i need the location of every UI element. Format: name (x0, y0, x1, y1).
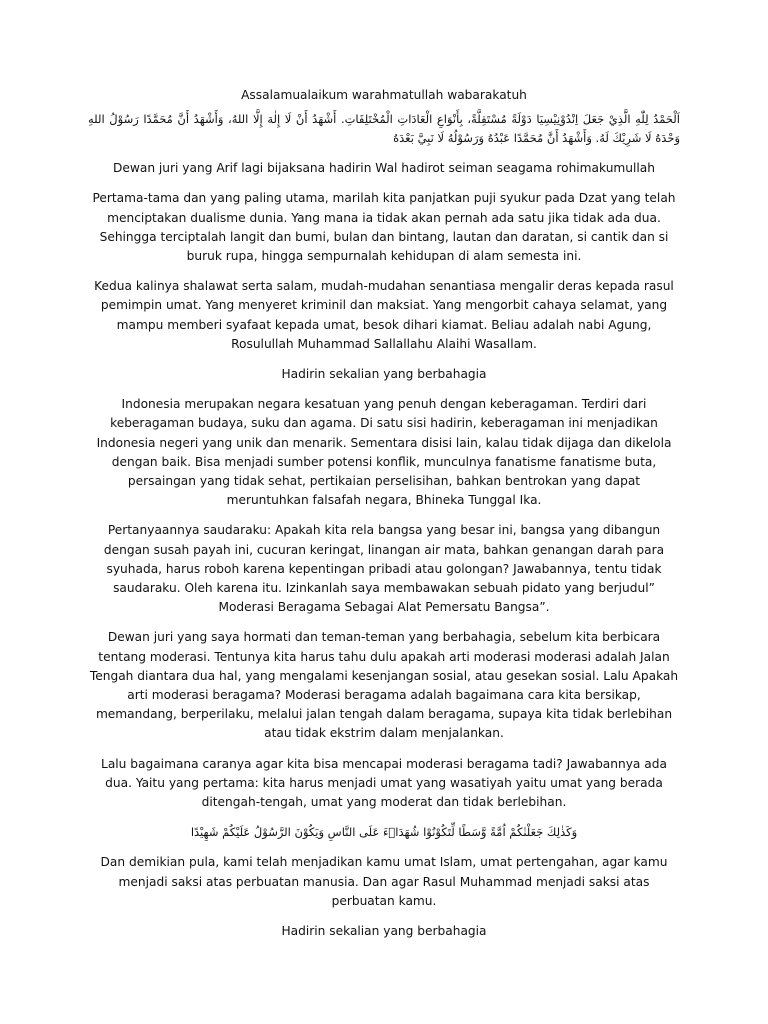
paragraph-verse-translation: Dan demikian pula, kami telah menjadikan kamu umat Islam, umat pertengahan, agar kamu menjadi saksi atas perbuatan manusia. Dan agar Rasul Muhammad menjadi saksi atas perbuatan kamu. (100, 855, 668, 908)
paragraph-shalawat: Kedua kalinya shalawat serta salam, mudah-mudahan senantiasa mengalir deras kepada rasul pemimpin umat. Yang menyeret kriminil dan maksiat. Yang mengorbit cahaya selamat, yang mampu memberi syafaat kepada umat, besok dihari kiamat. Beliau adalah nabi Agung, Rosulullah Muhammad Sallallahu Alaihi Wasallam. (94, 279, 674, 351)
document-page (88, 86, 680, 952)
subheading-audience-second: Hadirin sekalian yang berbahagia (281, 923, 487, 938)
arabic-opening-prayer: اَلْحَمْدُ لِلّٰهِ الَّذِيْ جَعَلَ اِنْدُوْنِيْسِيَا دَوْلَةً مُسْتَقِلَّةً، بِأَنْوَاعِ الْعَادَاتِ الْمُخْتَلِفَاتِ. أَشْهَدُ أَنْ لَا إِلٰهَ إِلَّا اللهُ، وَأَشْهَدُ أَنَّ مُحَمَّدًا رَسُوْلُ اللهِ وَحْدَهُ لَا شَرِيْكَ لَهُ. وَأَشْهَدُ أَنَّ مُحَمَّدًا عَبْدُهُ وَرَسُوْلُهُ لَا نَبِيَّ بَعْدَهُ (88, 112, 680, 146)
paragraph-gratitude: Pertama-tama dan yang paling utama, marilah kita panjatkan puji syukur pada Dzat yang telah menciptakan dualisme dunia. Yang mana ia tidak akan pernah ada satu jika tidak ada dua. Sehingga terciptalah langit dan bumi, bulan dan bintang, lautan dan daratan, si cantik dan si buruk rupa, hingga sempurnalah kehidupan di alam semesta ini. (92, 191, 676, 264)
paragraph-question: Pertanyaannya saudaraku: Apakah kita rela bangsa yang besar ini, bangsa yang dibangun dengan susah payah ini, cucuran keringat, linangan air mata, bahkan genangan darah para syuhada, harus roboh karena kepentingan pribadi atau golongan? Jawabannya, tentu tidak saudaraku. Oleh karena itu. Izinkanlah saya membawakan sebuah pidato yang berjudul” Moderasi Beragama Sebagai Alat Pemersatu Bangsa”. (103, 523, 665, 615)
subheading-audience: Hadirin sekalian yang berbahagia (281, 367, 487, 382)
greeting-paragraph: Dewan juri yang Arif lagi bijaksana hadirin Wal hadirot seiman seagama rohimakumullah (113, 161, 655, 176)
arabic-quran-verse: وَكَذٰلِكَ جَعَلْنٰكُمْ اُمَّةً وَّسَطًا لِّتَكُوْنُوْا شُهَدَاۤءَ عَلَى النَّاسِ وَيَكُوْنَ الرَّسُوْلُ عَلَيْكُمْ شَهِيْدًا (190, 825, 578, 840)
paragraph-moderation-definition: Dewan juri yang saya hormati dan teman-teman yang berbahagia, sebelum kita berbicara tentang moderasi. Tentunya kita harus tahu dulu apakah arti moderasi moderasi adalah Jalan Tengah diantara dua hal, yang mengalami kesenjangan sosial, atau gesekan sosial. Lalu Apakah arti moderasi beragama? Moderasi beragama adalah bagaimana cara kita bersikap, memandang, berperilaku, melalui jalan tengah dalam beragama, supaya kita tidak berlebihan atau tidak ekstrim dalam menjalankan. (89, 630, 679, 741)
salutation-title: Assalamualaikum warahmatullah wabarakatuh (241, 88, 527, 102)
paragraph-how-to-achieve: Lalu bagaimana caranya agar kita bisa mencapai moderasi beragama tadi? Jawabannya ada dua. Yaitu yang pertama: kita harus menjadi umat yang wasatiyah yaitu umat yang berada ditengah-tengah, umat yang moderat dan tidak berlebihan. (101, 756, 667, 810)
paragraph-diversity: Indonesia merupakan negara kesatuan yang penuh dengan keberagaman. Terdiri dari keberagaman budaya, suku dan agama. Di satu sisi hadirin, keberagaman ini menjadikan Indonesia negeri yang unik dan menarik. Sementara disisi lain, kalau tidak dijaga dan dikelola dengan baik. Bisa menjadi sumber potensi konflik, munculnya fanatisme fanatisme buta, persaingan yang tidak sehat, pertikaian perselisihan, bahkan bentrokan yang dapat meruntuhkan falsafah negara, Bhineka Tunggal Ika. (96, 397, 672, 508)
